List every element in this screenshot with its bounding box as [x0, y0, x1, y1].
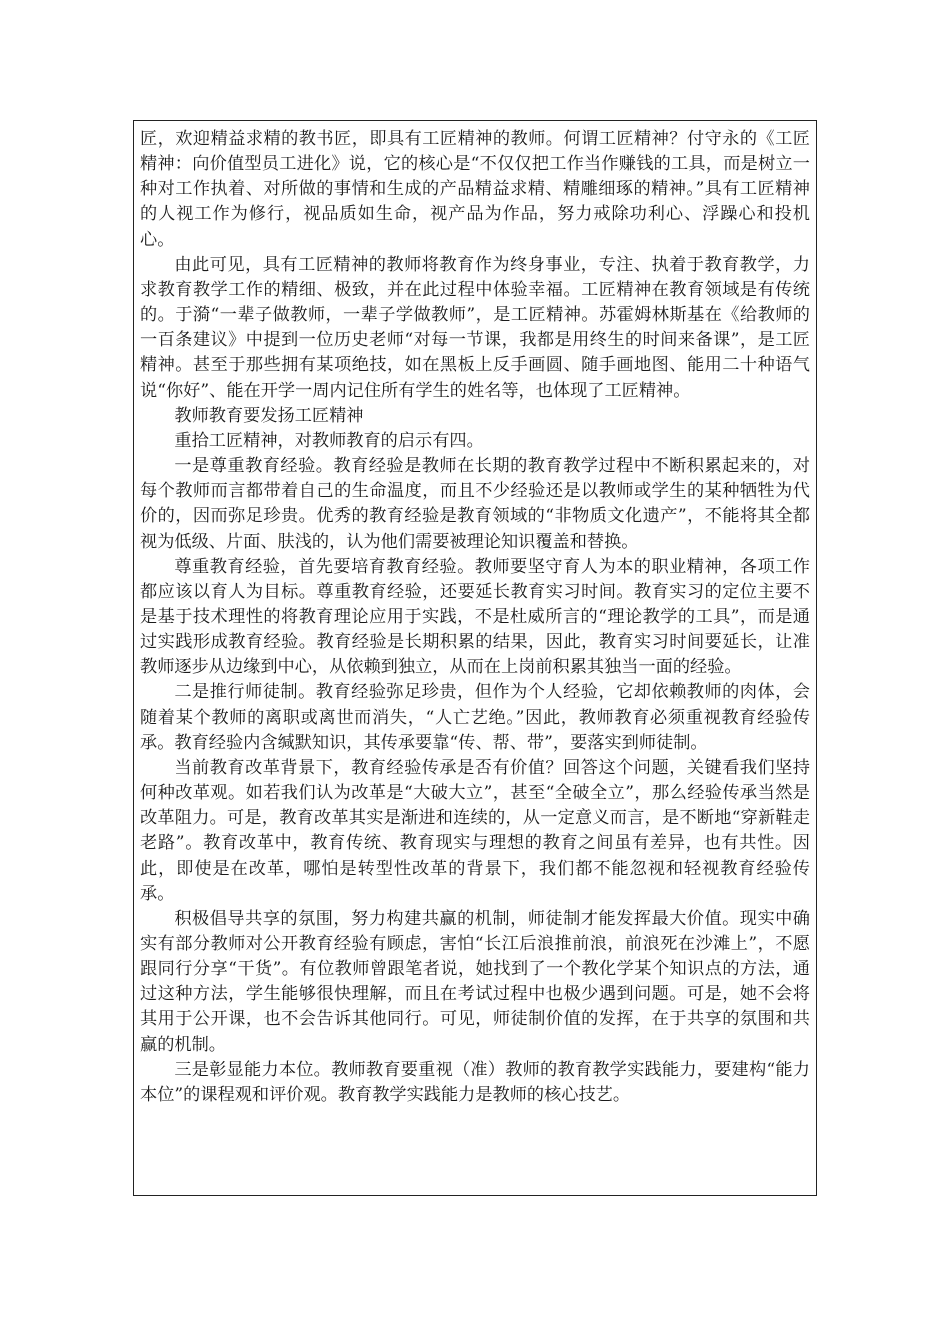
paragraph-competency-based: 三是彰显能力本位。教师教育要重视（准）教师的教育教学实践能力，要建构“能力本位”的课程观和评价观。教育教学实践能力是教师的核心技艺。: [140, 1059, 810, 1105]
paragraph-craftsman-teachers: 由此可见，具有工匠精神的教师将教育作为终身事业，专注、执着于教育教学，力求教育教学工作的精细、极致，并在此过程中体验幸福。工匠精神在教育领域是有传统的。于漪“一辈子做教师，一辈子学做教师”，是工匠精神。苏霍姆林斯基在《给教师的一百条建议》中提到一位历史老师“对每一节课，我都是用终生的时间来备课”，是工匠精神。甚至于那些拥有某项绝技，如在黑板上反手画圆、随手画地图、能用二十种语气说“你好”、能在开学一周内记住所有学生的姓名等，也体现了工匠精神。: [140, 254, 810, 401]
paragraph-craftsman-definition: 匠，欢迎精益求精的教书匠，即具有工匠精神的教师。何谓工匠精神？付守永的《工匠精神：向价值型员工进化》说，它的核心是“不仅仅把工作当作赚钱的工具，而是树立一种对工作执着、对所做的事情和生成的产品精益求精、精雕细琢的精神。”具有工匠精神的人视工作为修行，视品质如生命，视产品为作品，努力戒除功利心、浮躁心和投机心。: [140, 129, 810, 250]
paragraph-cultivate-experience: 尊重教育经验，首先要培育教育经验。教师要坚守育人为本的职业精神，各项工作都应该以育人为目标。尊重教育经验，还要延长教育实习时间。教育实习的定位主要不是基于技术理性的将教育理论应用于实践，不是杜威所言的“理论教学的工具”，而是通过实践形成教育经验。教育经验是长期积累的结果，因此，教育实习时间要延长，让准教师逐步从边缘到中心，从依赖到独立，从而在上岗前积累其独当一面的经验。: [140, 556, 810, 678]
paragraph-respect-experience: 一是尊重教育经验。教育经验是教师在长期的教育教学过程中不断积累起来的，对每个教师而言都带着自己的生命温度，而且不少经验还是以教师或学生的某种牺牲为代价的，因而弥足珍贵。优秀的教育经验是教育领域的“非物质文化遗产”，不能将其全都视为低级、片面、肤浅的，认为他们需要被理论知识覆盖和替换。: [140, 456, 810, 552]
paragraph-four-insights: 重拾工匠精神，对教师教育的启示有四。: [174, 430, 484, 451]
document-frame: [133, 120, 817, 1196]
paragraph-reform-view: 当前教育改革背景下，教育经验传承是否有价值？回答这个问题，关键看我们坚持何种改革观。如若我们认为改革是“大破大立”，甚至“全破全立”，那么经验传承当然是改革阻力。可是，教育改革其实是渐进和连续的，从一定意义而言，是不断地“穿新鞋走老路”。教育改革中，教育传统、教育现实与理想的教育之间虽有差异，也有共性。因此，即使是在改革，哪怕是转型性改革的背景下，我们都不能忽视和轻视教育经验传承。: [140, 757, 810, 904]
paragraph-sharing-mechanism: 积极倡导共享的氛围，努力构建共赢的机制，师徒制才能发挥最大价值。现实中确实有部分教师对公开教育经验有顾虑，害怕“长江后浪推前浪，前浪死在沙滩上”，不愿跟同行分享“干货”。有位教师曾跟笔者说，她找到了一个教化学某个知识点的方法，通过这种方法，学生能够很快理解，而且在考试过程中也极少遇到问题。可是，她不会将其用于公开课，也不会告诉其他同行。可见，师徒制价值的发挥，在于共享的氛围和共赢的机制。: [140, 908, 810, 1055]
section-heading: 教师教育要发扬工匠精神: [174, 405, 364, 426]
paragraph-mentorship: 二是推行师徒制。教育经验弥足珍贵，但作为个人经验，它却依赖教师的肉体，会随着某个教师的离职或离世而消失，“人亡艺绝。”因此，教师教育必须重视教育经验传承。教育经验内含缄默知识，其传承要靠“传、帮、带”，要落实到师徒制。: [140, 682, 810, 753]
